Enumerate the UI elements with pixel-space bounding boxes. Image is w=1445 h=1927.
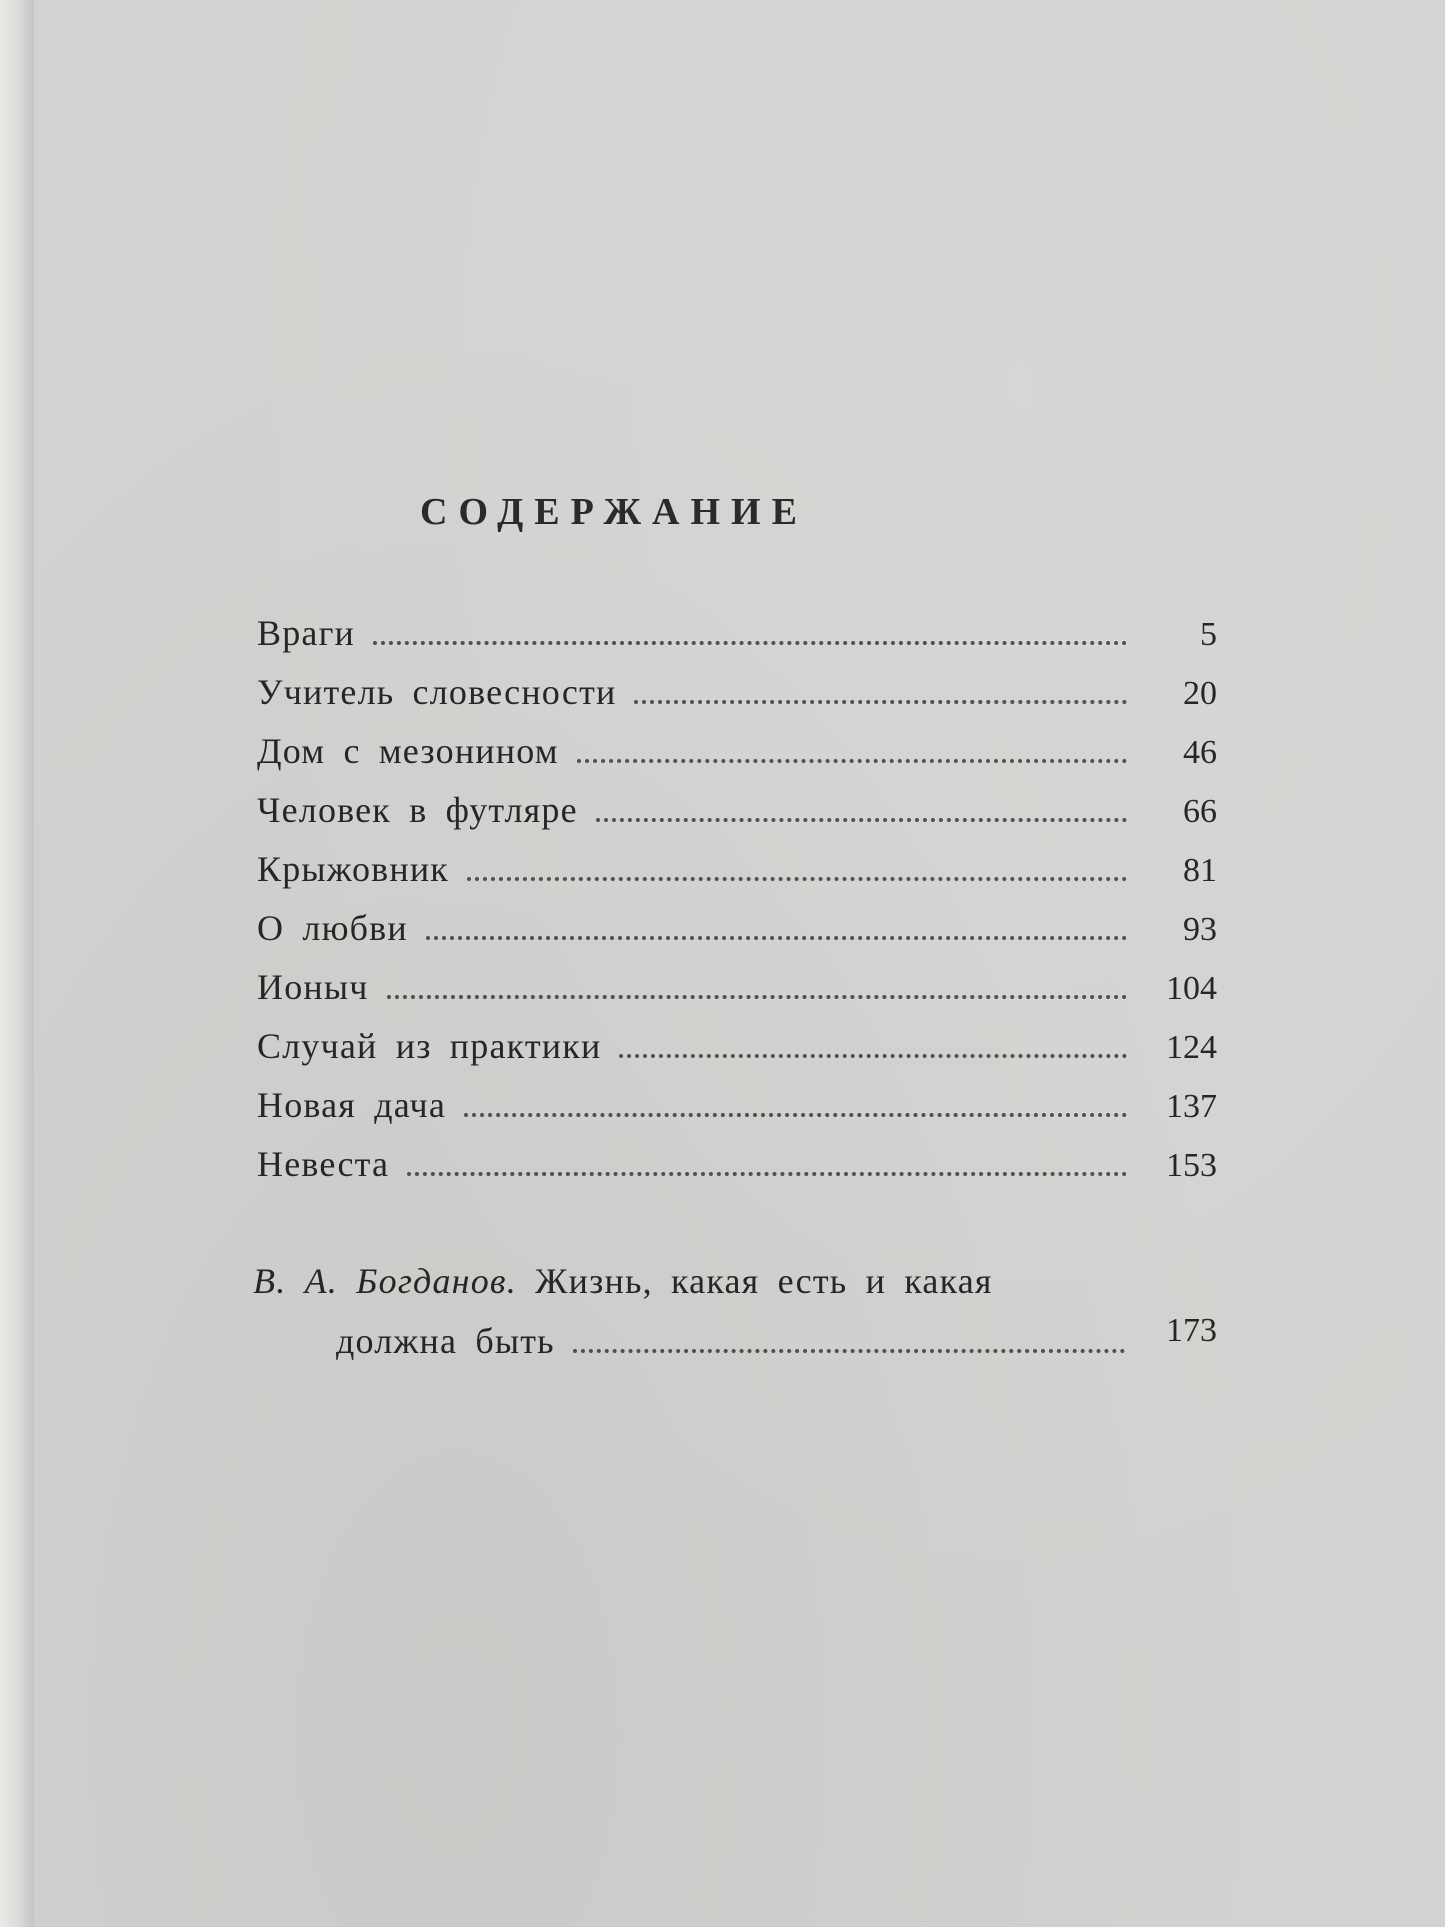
toc-entry (257, 848, 1217, 907)
toc-entry-title: О любви (257, 908, 408, 948)
dot-leader (619, 1053, 1127, 1058)
dot-leader (464, 1112, 1127, 1117)
toc-entry (257, 730, 1217, 789)
dot-leader (426, 935, 1127, 940)
afterword-title-line2: должна быть (336, 1321, 555, 1361)
afterword-second-line (253, 1320, 1217, 1362)
toc-entry-page: 66 (1183, 793, 1217, 830)
toc-entry-title: Учитель словесности (257, 672, 617, 712)
toc-entry-page: 46 (1183, 734, 1217, 771)
toc-entry-page: 5 (1200, 616, 1217, 653)
dot-leader (573, 1348, 1125, 1353)
toc-entry (257, 1025, 1217, 1084)
toc-entry-title: Ионыч (257, 967, 369, 1007)
dot-leader (577, 758, 1127, 763)
toc-entry-title: Дом с мезонином (257, 731, 559, 771)
dot-leader (596, 817, 1127, 822)
toc-entry-page: 137 (1166, 1088, 1217, 1125)
toc-entry-page: 104 (1166, 970, 1217, 1007)
toc-entry-title: Человек в футляре (257, 790, 578, 830)
toc-entry (257, 907, 1217, 966)
dot-leader (634, 699, 1127, 704)
toc-entry-title: Враги (257, 613, 356, 653)
toc-entry-page: 124 (1166, 1029, 1217, 1066)
toc-entry-title: Случай из практики (257, 1026, 602, 1066)
page-title: СОДЕРЖАНИЕ (420, 491, 808, 533)
afterword-author: В. А. Богданов. (253, 1261, 517, 1301)
toc-entry-page: 81 (1183, 852, 1217, 889)
afterword-page: 173 (1166, 1312, 1217, 1349)
afterword-first-line (253, 1260, 1217, 1320)
toc-entry-title: Крыжовник (257, 849, 449, 889)
toc-entry (257, 789, 1217, 848)
toc-entry (257, 966, 1217, 1025)
toc-entry-page: 20 (1183, 675, 1217, 712)
dot-leader (467, 876, 1127, 881)
afterword-title-line1: Жизнь, какая есть и какая (535, 1261, 993, 1301)
dot-leader (387, 994, 1127, 999)
toc-entry (257, 1143, 1217, 1202)
toc-entry (257, 612, 1217, 671)
dot-leader (407, 1171, 1127, 1176)
toc-entry-title: Новая дача (257, 1085, 446, 1125)
toc-entry-page: 153 (1166, 1147, 1217, 1184)
dot-leader (373, 640, 1127, 645)
table-of-contents (257, 612, 1217, 1202)
toc-entry-title: Невеста (257, 1144, 390, 1184)
toc-entry-page: 93 (1183, 911, 1217, 948)
toc-entry (257, 1084, 1217, 1143)
page-edge (0, 0, 34, 1927)
afterword-entry (253, 1260, 1217, 1362)
toc-entry (257, 671, 1217, 730)
